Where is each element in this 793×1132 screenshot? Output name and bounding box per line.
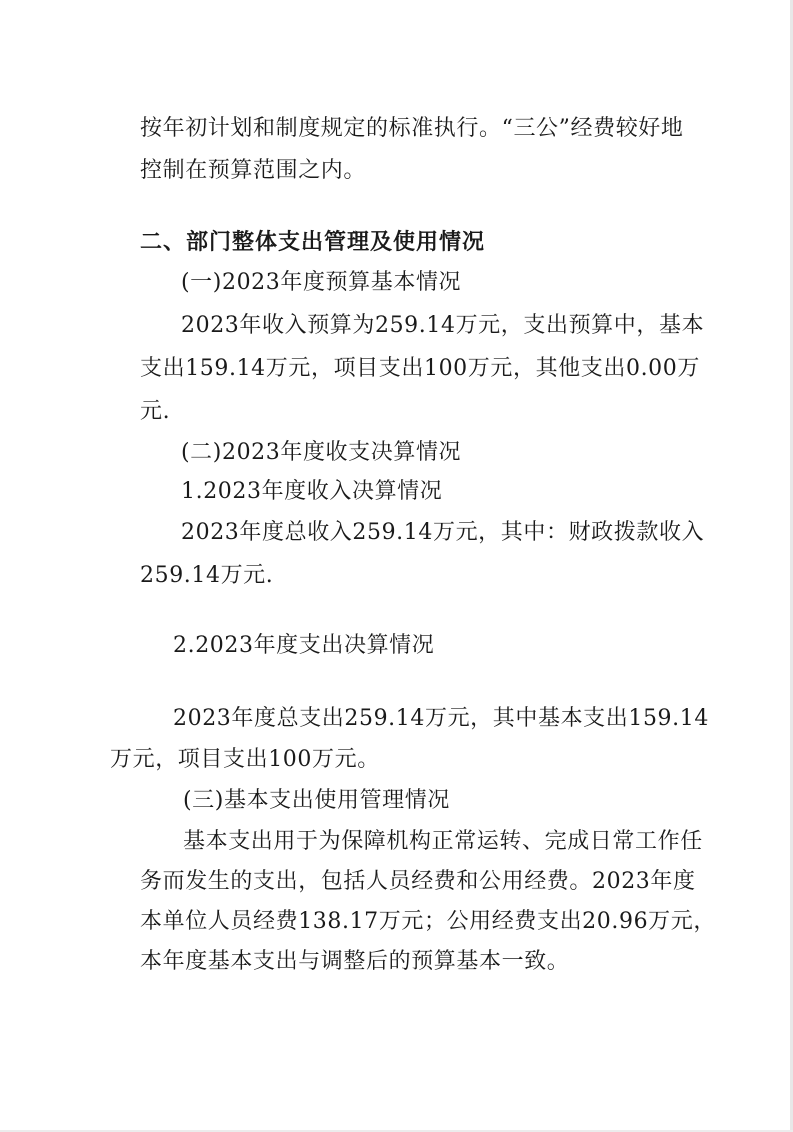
paragraph-line: 2023年收入预算为259.14万元，支出预算中，基本	[181, 313, 705, 338]
paragraph-line: 2023年度总支出259.14万元，其中基本支出159.14	[173, 706, 709, 731]
paragraph-line: 基本支出用于为保障机构正常运转、完成日常工作任	[183, 829, 703, 854]
paragraph-line: 本年度基本支出与调整后的预算基本一致。	[140, 949, 570, 974]
paragraph-line: 务而发生的支出，包括人员经费和公用经费。2023年度	[140, 869, 696, 894]
paragraph-line: 万元，项目支出100万元。	[110, 747, 380, 772]
paragraph-line: 2023年度总收入259.14万元，其中：财政拨款收入	[181, 520, 705, 545]
item-heading: 2.2023年度支出决算情况	[173, 633, 435, 658]
paragraph-line: 控制在预算范围之内。	[140, 158, 367, 183]
paragraph-line: 259.14万元.	[140, 563, 274, 588]
item-heading: 1.2023年度收入决算情况	[181, 479, 443, 504]
subsection-heading: (三)基本支出使用管理情况	[183, 788, 450, 813]
paragraph-line: 本单位人员经费138.17万元；公用经费支出20.96万元，	[140, 909, 716, 934]
paragraph-line: 按年初计划和制度规定的标准执行。“三公”经费较好地	[140, 116, 684, 141]
section-heading: 二、部门整体支出管理及使用情况	[140, 230, 486, 255]
paragraph-line: 支出159.14万元，项目支出100万元，其他支出0.00万	[140, 356, 700, 381]
subsection-heading: (一)2023年度预算基本情况	[181, 270, 462, 295]
paragraph-line: 元.	[140, 399, 171, 424]
subsection-heading: (二)2023年度收支决算情况	[181, 440, 462, 465]
